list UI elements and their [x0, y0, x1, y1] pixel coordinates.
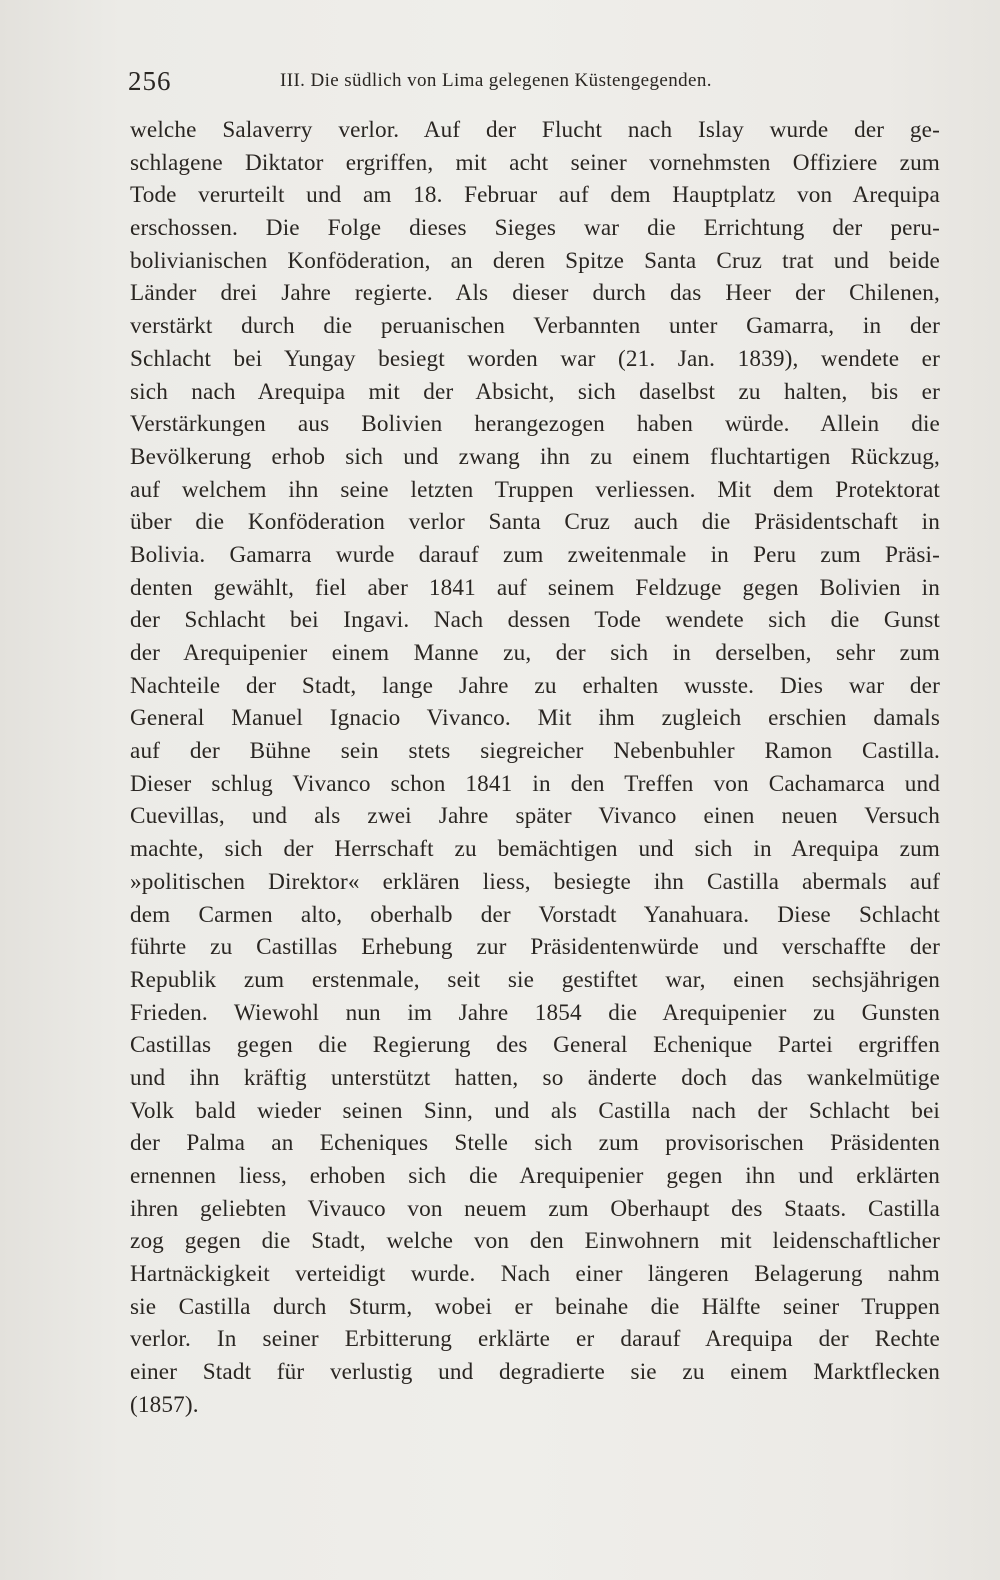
text-line: Republik zum erstenmale, seit sie gestiftet war, einen sechsjährigen — [130, 966, 940, 993]
text-line: führte zu Castillas Erhebung zur Präsidentenwürde und verschaffte der — [130, 934, 940, 961]
text-line: ihren geliebten Vivauco von neuem zum Oberhaupt des Staats. Castilla — [130, 1195, 940, 1222]
text-line: dem Carmen alto, oberhalb der Vorstadt Yanahuara. Diese Schlacht — [130, 901, 940, 928]
text-line: Länder drei Jahre regierte. Als dieser durch das Heer der Chilenen, — [130, 280, 940, 307]
text-line: Tode verurteilt und am 18. Februar auf dem Hauptplatz von Arequipa — [130, 182, 940, 209]
text-line: verstärkt durch die peruanischen Verbannten unter Gamarra, in der — [130, 313, 940, 340]
page-header — [128, 62, 818, 102]
text-line: machte, sich der Herrschaft zu bemächtigen und sich in Arequipa zum — [130, 836, 940, 863]
text-line: der Arequipenier einem Manne zu, der sich in derselben, sehr zum — [130, 640, 940, 666]
text-line: Cuevillas, und als zwei Jahre später Vivanco einen neuen Versuch — [130, 803, 940, 830]
text-line: welche Salaverry verlor. Auf der Flucht nach Islay wurde der ge- — [130, 117, 940, 143]
text-line: zog gegen die Stadt, welche von den Einwohnern mit leidenschaftlicher — [130, 1228, 940, 1255]
text-line: auf welchem ihn seine letzten Truppen verliessen. Mit dem Protektorat — [130, 476, 940, 503]
text-line: ernennen liess, erhoben sich die Arequipenier gegen ihn und erklärten — [130, 1163, 940, 1189]
text-line: bolivianischen Konföderation, an deren Spitze Santa Cruz trat und beide — [130, 247, 940, 274]
text-line: »politischen Direktor« erklären liess, besiegte ihn Castilla abermals auf — [130, 868, 940, 895]
text-line: der Schlacht bei Ingavi. Nach dessen Tode wendete sich die Gunst — [130, 607, 940, 634]
text-line: Verstärkungen aus Bolivien herangezogen haben würde. Allein die — [130, 411, 940, 438]
text-line: Hartnäckigkeit verteidigt wurde. Nach einer längeren Belagerung nahm — [130, 1261, 940, 1288]
body-text — [130, 114, 940, 1422]
text-line: Frieden. Wiewohl nun im Jahre 1854 die Arequipenier zu Gunsten — [130, 999, 940, 1026]
text-line: und ihn kräftig unterstützt hatten, so änderte doch das wankelmütige — [130, 1064, 940, 1091]
text-line: einer Stadt für verlustig und degradierte sie zu einem Marktflecken — [130, 1359, 940, 1386]
page-number: 256 — [128, 66, 172, 96]
text-line: Schlacht bei Yungay besiegt worden war (21. Jan. 1839), wendete er — [130, 345, 940, 372]
text-line: denten gewählt, fiel aber 1841 auf seinem Feldzuge gegen Bolivien in — [130, 574, 940, 601]
text-line: Nachteile der Stadt, lange Jahre zu erhalten wusste. Dies war der — [130, 672, 940, 699]
text-line: schlagene Diktator ergriffen, mit acht seiner vornehmsten Offiziere zum — [130, 149, 940, 176]
text-line: Castillas gegen die Regierung des General Echenique Partei ergriffen — [130, 1032, 940, 1059]
text-line: (1857). — [130, 1391, 199, 1418]
text-line: erschossen. Die Folge dieses Sieges war die Errichtung der peru- — [130, 215, 940, 242]
text-line: sie Castilla durch Sturm, wobei er beinahe die Hälfte seiner Truppen — [130, 1293, 940, 1320]
text-line: auf der Bühne sein stets siegreicher Nebenbuhler Ramon Castilla. — [130, 738, 940, 765]
running-head: III. Die südlich von Lima gelegenen Küstengegenden. — [280, 70, 712, 91]
text-line: sich nach Arequipa mit der Absicht, sich daselbst zu halten, bis er — [130, 378, 940, 405]
text-line: verlor. In seiner Erbitterung erklärte er darauf Arequipa der Rechte — [130, 1326, 940, 1353]
text-line: der Palma an Echeniques Stelle sich zum provisorischen Präsidenten — [130, 1130, 940, 1157]
text-line: Bevölkerung erhob sich und zwang ihn zu einem fluchtartigen Rückzug, — [130, 443, 940, 470]
text-line: General Manuel Ignacio Vivanco. Mit ihm zugleich erschien damals — [130, 705, 940, 732]
text-line: über die Konföderation verlor Santa Cruz auch die Präsidentschaft in — [130, 509, 940, 536]
text-line: Bolivia. Gamarra wurde darauf zum zweitenmale in Peru zum Präsi- — [130, 541, 940, 568]
text-line: Volk bald wieder seinen Sinn, und als Castilla nach der Schlacht bei — [130, 1097, 940, 1124]
text-line: Dieser schlug Vivanco schon 1841 in den Treffen von Cachamarca und — [130, 770, 940, 797]
